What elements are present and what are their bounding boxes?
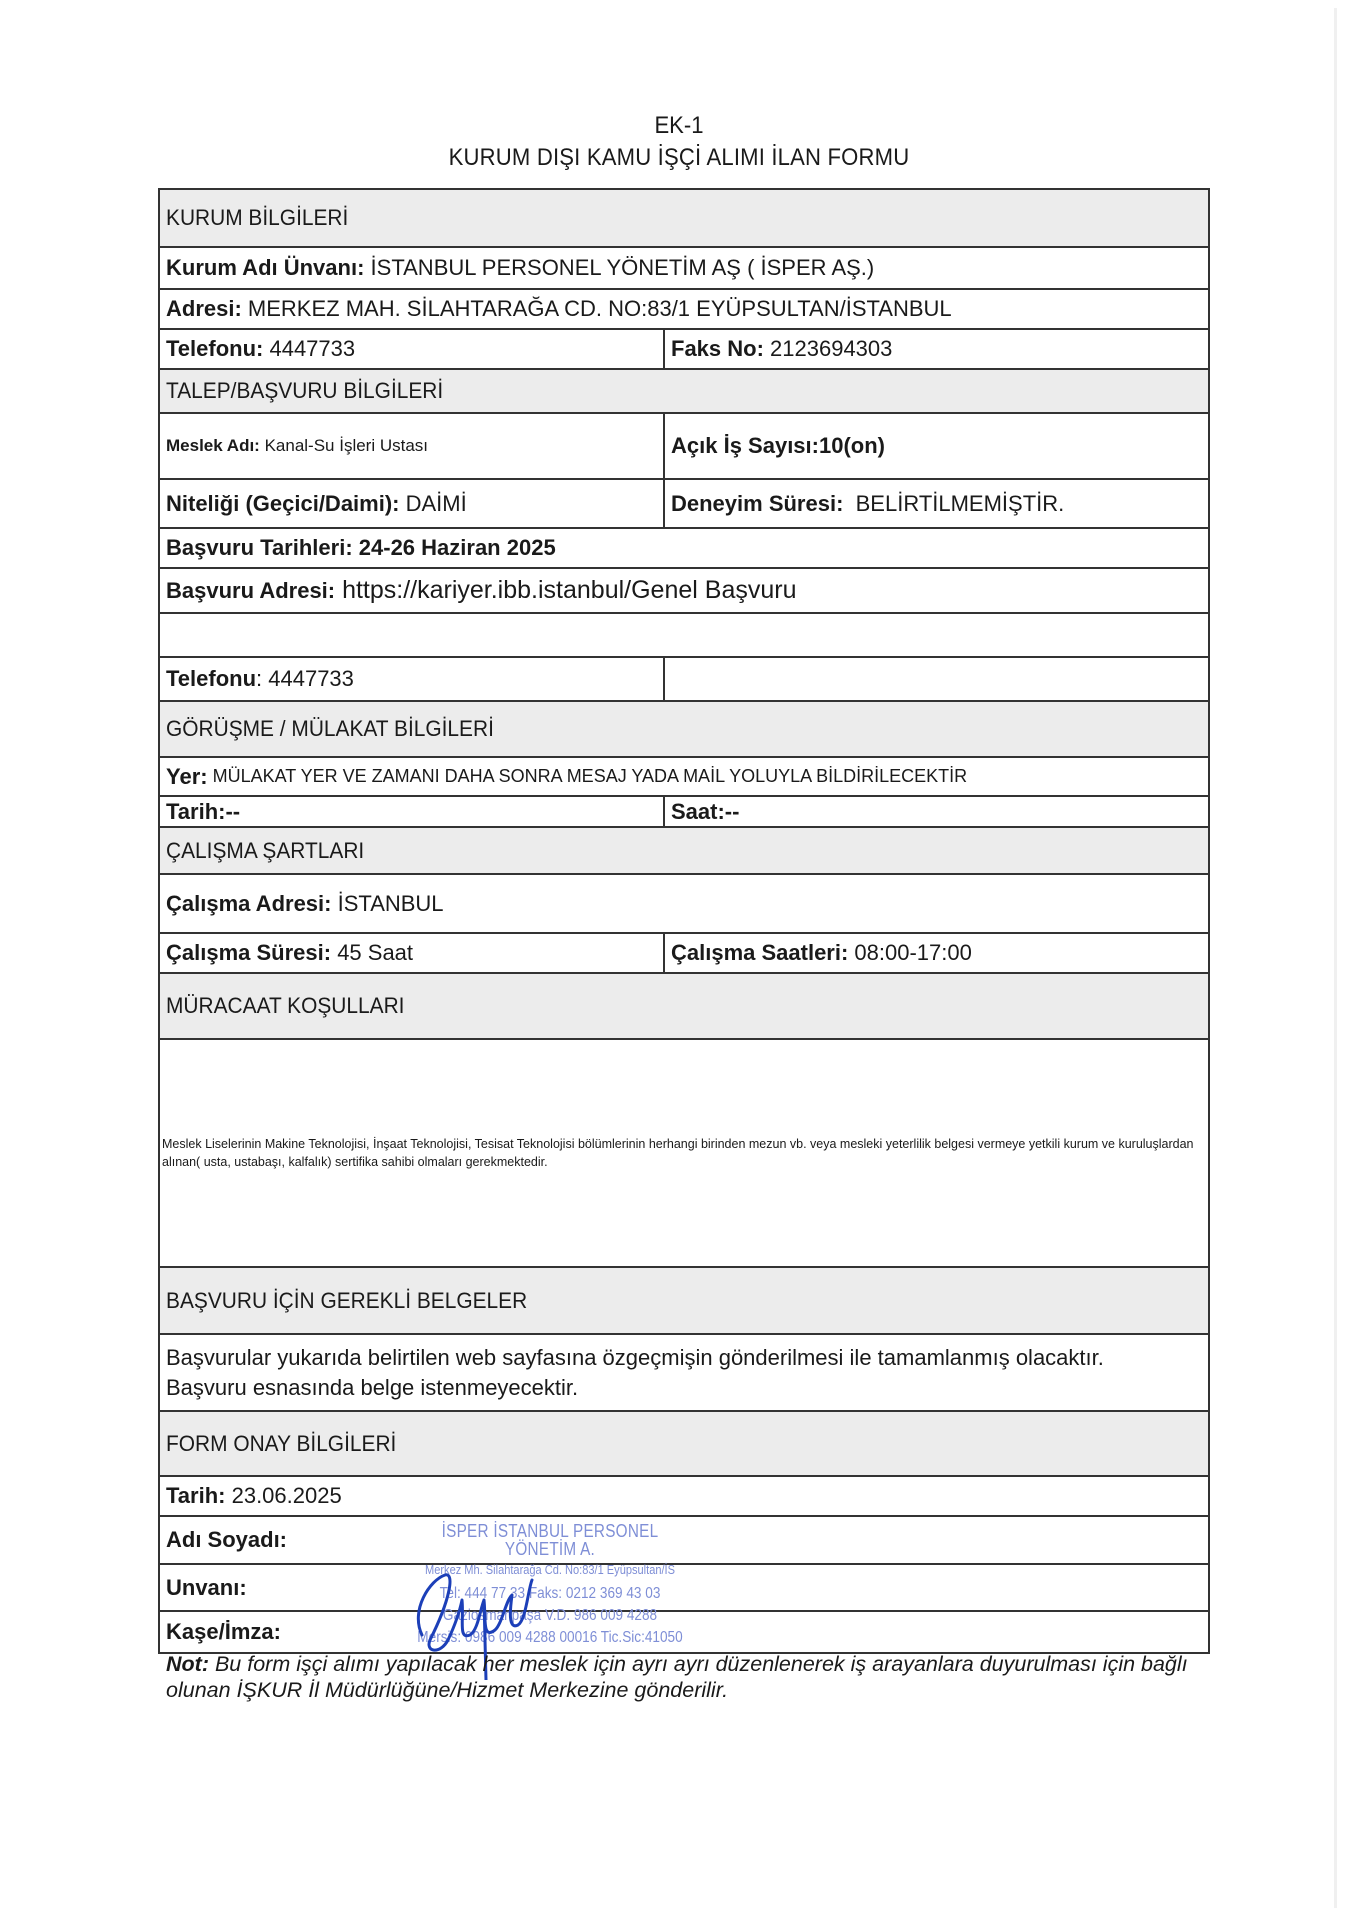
section-calisma — [160, 828, 1208, 875]
annex-label: EK-1 — [654, 112, 704, 139]
field-label: Telefonu: — [166, 336, 264, 361]
field-label: Saat:-- — [671, 798, 740, 824]
row-tarih-saat — [160, 797, 1208, 828]
stamp-line: Mersis: 0986 009 4288 00016 Tic.Sic:41050 — [417, 1629, 683, 1646]
stamp-line: Gaziosmanpaşa V.D. 986 009 4288 — [442, 1607, 658, 1624]
row-talep-phone — [160, 658, 1208, 702]
row-meslek — [160, 414, 1208, 480]
section-talep — [160, 370, 1208, 414]
field-value: DAİMİ — [399, 490, 467, 516]
requirements-text: Meslek Liselerinin Makine Teknolojisi, İnşaat Teknolojisi, Tesisat Teknolojisi bölümlerinin herhangi birinden mezun vb. veya mesleki yeterlilik belgesi vermeye yetkili kurum ve kuruluşlardan alınan( usta, ustabaşı, kalfalık) sertifika sahibi olmaları gerekmektedir. — [162, 1136, 1194, 1169]
field-label: Unvanı: — [166, 1574, 247, 1600]
section-belgeler — [160, 1268, 1208, 1335]
field-label: Yer: — [166, 763, 208, 789]
field-label: Adresi: — [166, 296, 242, 321]
application-url-link[interactable]: https://kariyer.ibb.istanbul/Genel Başvuru — [335, 576, 797, 604]
section-title: MÜRACAAT KOŞULLARI — [166, 993, 405, 1018]
field-label: Çalışma Adresi: — [166, 890, 332, 916]
field-value: BELİRTİLMEMİŞTİR. — [843, 490, 1065, 516]
stamp-line: Tel: 444 77 33 Faks: 0212 369 43 03 — [439, 1585, 661, 1602]
field-value: 2123694303 — [763, 336, 893, 361]
section-title: FORM ONAY BİLGİLERİ — [166, 1430, 397, 1456]
row-kurum-contact — [160, 330, 1208, 370]
field-value: 45 Saat — [331, 940, 414, 965]
field-label: Deneyim Süresi: — [671, 490, 844, 516]
field-value: Kanal-Su İşleri Ustası — [259, 436, 429, 455]
field-label: Tarih: — [166, 1483, 226, 1508]
section-title: ÇALIŞMA ŞARTLARI — [166, 837, 365, 863]
page-edge — [1334, 8, 1337, 1908]
field-label: Niteliği (Geçici/Daimi): — [166, 490, 400, 516]
field-label: Açık İş Sayısı: — [671, 433, 819, 458]
note-text: Bu form işçi alımı yapılacak her meslek için ayrı ayrı düzenlenerek iş arayanlara duyurulması için bağlı olunan İŞKUR İl Müdürlüğüne/Hizmet Merkezine gönderilir. — [166, 1652, 1194, 1702]
field-value: 24-26 Haziran 2025 — [352, 535, 556, 560]
field-label: Kurum Adı Ünvanı: — [166, 255, 365, 280]
row-muracaat-text — [160, 1040, 1208, 1268]
section-kurum — [160, 190, 1208, 248]
section-title: KURUM BİLGİLERİ — [166, 205, 349, 230]
field-label: Kaşe/İmza: — [166, 1619, 281, 1644]
section-gorusme — [160, 702, 1208, 758]
field-value: İSTANBUL — [331, 890, 444, 916]
field-value: MÜLAKAT YER VE ZAMANI DAHA SONRA MESAJ YADA MAİL YOLUYLA BİLDİRİLECEKTİR — [207, 766, 968, 786]
row-basvuru-adresi — [160, 569, 1208, 614]
form-title: KURUM DIŞI KAMU İŞÇİ ALIMI İLAN FORMU — [448, 144, 910, 171]
row-calisma-adresi — [160, 875, 1208, 934]
field-label: Faks No: — [671, 336, 764, 361]
row-belgeler-text — [160, 1335, 1208, 1412]
field-value: İSTANBUL PERSONEL YÖNETİM AŞ ( İSPER AŞ.) — [364, 255, 875, 280]
field-label: Telefonu — [166, 666, 257, 691]
footer-note — [166, 1652, 1226, 1704]
field-label: Başvuru Tarihleri: — [166, 535, 353, 560]
empty-cell — [160, 614, 1208, 656]
documents-line-1: Başvurular yukarıda belirtilen web sayfasına özgeçmişin gönderilmesi ile tamamlanmış olacaktır. — [166, 1344, 1104, 1370]
row-yer — [160, 758, 1208, 797]
field-value: : 4447733 — [256, 666, 354, 691]
row-calisma-sure — [160, 934, 1208, 974]
announcement-form — [158, 188, 1210, 1654]
field-label: Çalışma Saatleri: — [671, 940, 849, 965]
field-value: 4447733 — [263, 336, 356, 361]
field-value: 08:00-17:00 — [848, 940, 972, 965]
note-label: Not: — [166, 1652, 209, 1676]
empty-cell — [665, 658, 1208, 700]
field-value: 23.06.2025 — [225, 1483, 342, 1508]
row-basvuru-tarihleri — [160, 529, 1208, 569]
field-label: Adı Soyadı: — [166, 1527, 288, 1552]
section-title: GÖRÜŞME / MÜLAKAT BİLGİLERİ — [166, 716, 494, 741]
field-label: Çalışma Süresi: — [166, 940, 332, 965]
row-kurum-address — [160, 290, 1208, 330]
row-kurum-name — [160, 248, 1208, 290]
stamp-line: Merkez Mh. Silahtarağa Cd. No:83/1 Eyüpsultan/İS — [425, 1562, 675, 1577]
field-label: Başvuru Adresi: — [166, 577, 336, 603]
row-nitelik — [160, 480, 1208, 529]
field-label: Meslek Adı: — [166, 436, 260, 455]
field-value: 10(on) — [818, 433, 885, 458]
stamp-line: İSPER İSTANBUL PERSONEL YÖNETİM A. — [441, 1521, 659, 1559]
documents-line-2: Başvuru esnasında belge istenmeyecektir. — [166, 1374, 579, 1400]
section-onay — [160, 1412, 1208, 1477]
section-title: TALEP/BAŞVURU BİLGİLERİ — [166, 378, 444, 403]
section-muracaat — [160, 974, 1208, 1040]
row-onay-tarih — [160, 1477, 1208, 1517]
section-title: BAŞVURU İÇİN GEREKLİ BELGELER — [166, 1287, 528, 1313]
field-label: Tarih:-- — [166, 798, 241, 824]
row-empty — [160, 614, 1208, 658]
field-value: MERKEZ MAH. SİLAHTARAĞA CD. NO:83/1 EYÜPSULTAN/İSTANBUL — [241, 296, 952, 321]
